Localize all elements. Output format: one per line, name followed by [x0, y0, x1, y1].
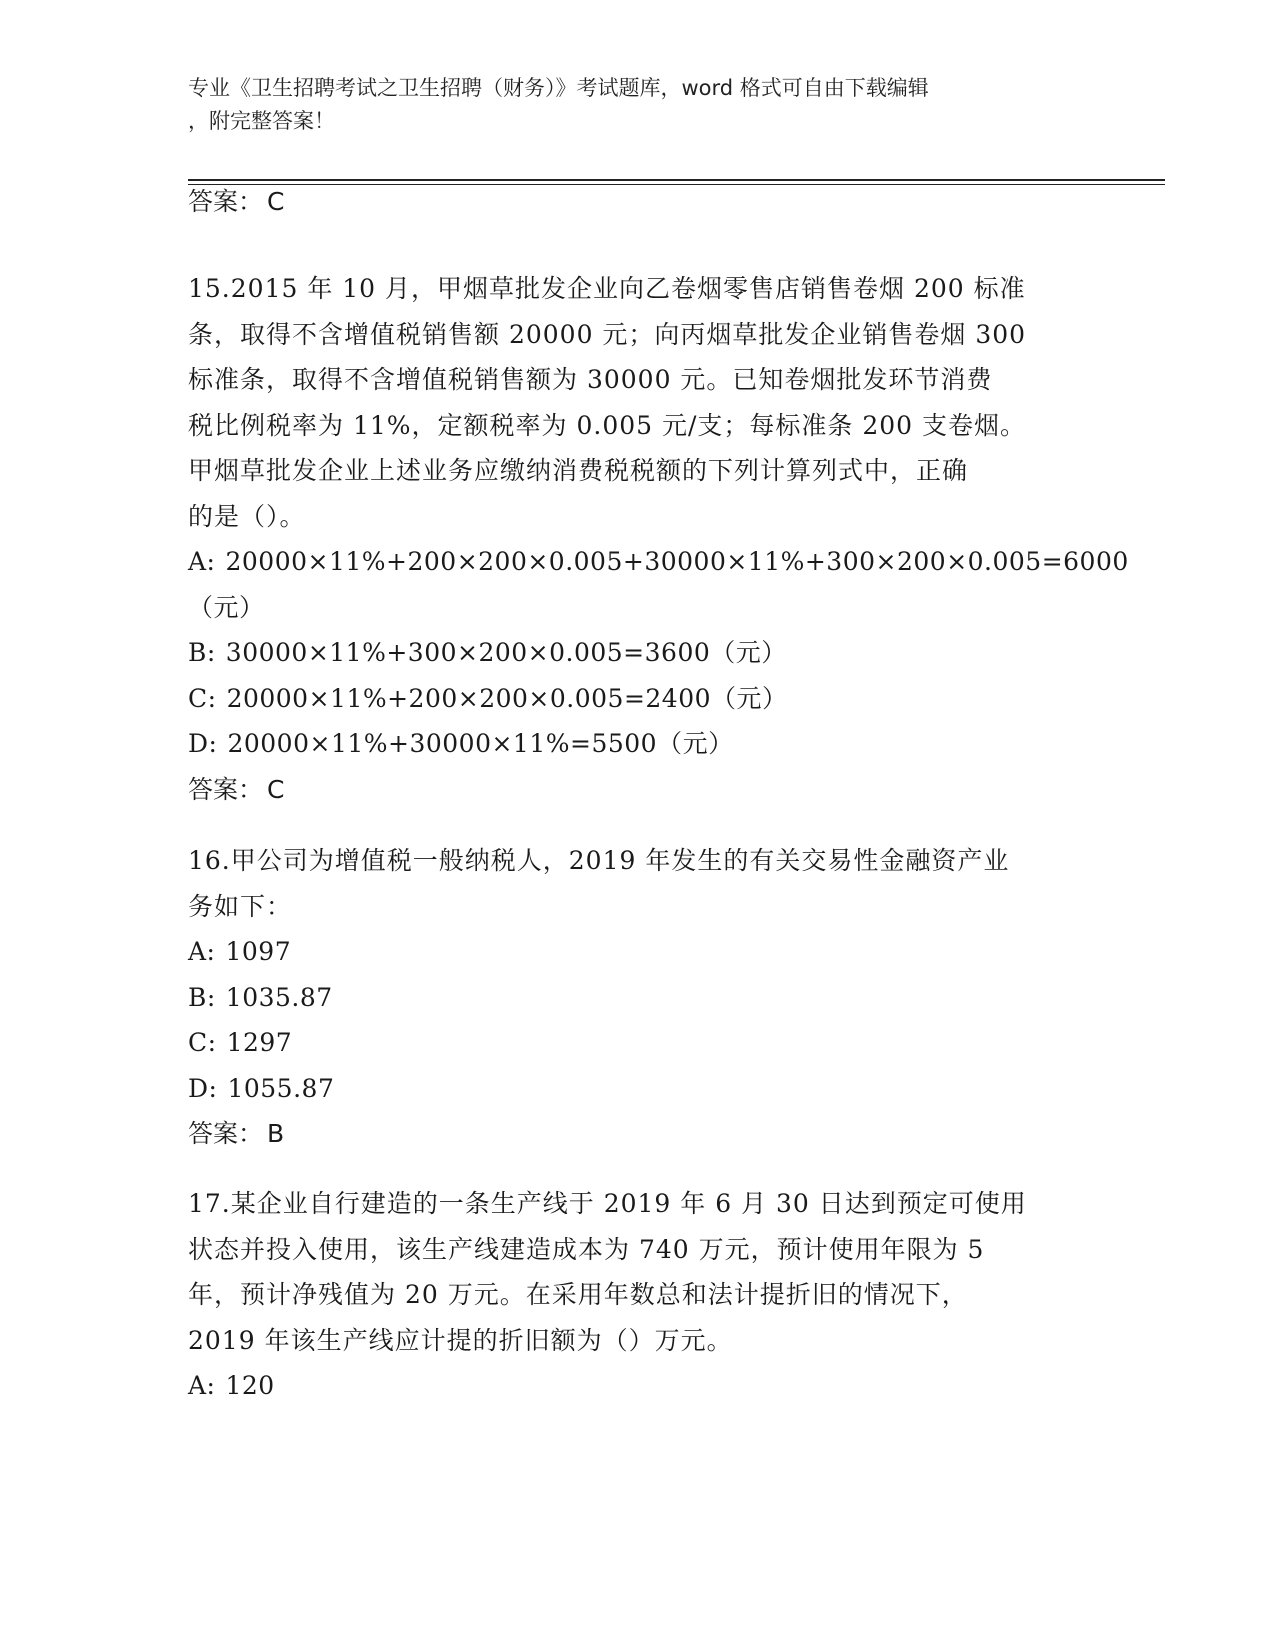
question-line: 标准条，取得不含增值税销售额为 30000 元。已知卷烟批发环节消费 [188, 365, 993, 394]
question-text [188, 1181, 1088, 1363]
header-divider-thick [188, 179, 1165, 181]
answer-line [188, 773, 1088, 807]
option-text: 120 [225, 1371, 275, 1400]
option-text: 1035.87 [225, 982, 333, 1012]
header-line-2: ，附完整答案！ [188, 109, 335, 133]
option-key: A: [188, 1371, 216, 1400]
question-line: 状态并投入使用，该生产线建造成本为 740 万元，预计使用年限为 5 [188, 1234, 985, 1264]
option-key: B: [188, 982, 216, 1012]
question-line: 甲烟草批发企业上述业务应缴纳消费税税额的下列计算列式中，正确 [188, 456, 969, 485]
question-line: 税比例税率为 11%，定额税率为 0.005 元/支；每标准条 200 支卷烟。 [188, 410, 1027, 440]
option-c [188, 676, 1088, 722]
option-key: A: [188, 937, 216, 966]
option-text: 1055.87 [227, 1073, 335, 1103]
question-line: 条，取得不含增值税销售额 20000 元；向丙烟草批发企业销售卷烟 300 [188, 319, 1027, 349]
answer-line [188, 1117, 1088, 1151]
answer-label: 答案： [188, 774, 264, 804]
option-key: D: [188, 1073, 218, 1103]
option-text: 20000×11%+30000×11%=5500（元） [227, 729, 734, 758]
option-text: 1297 [226, 1028, 293, 1057]
option-key: C: [188, 683, 217, 713]
option-key: B: [188, 638, 216, 667]
option-a [188, 929, 1088, 975]
question-line: 15.2015 年 10 月，甲烟草批发企业向乙卷烟零售店销售卷烟 200 标准 [188, 274, 1026, 303]
answer-value: B [267, 1119, 285, 1148]
option-text-continued: （元） [188, 592, 265, 622]
header-line-1: 专业《卫生招聘考试之卫生招聘（财务）》考试题库，word 格式可自由下载编辑 [188, 76, 929, 100]
question-line: 的是（）。 [188, 501, 306, 531]
question-text [188, 266, 1088, 539]
question-line: 务如下： [188, 891, 293, 921]
option-c [188, 1020, 1088, 1066]
question-17 [188, 1181, 1088, 1409]
answer-value: C [267, 187, 285, 216]
question-15 [188, 266, 1129, 807]
question-line: 2019 年该生产线应计提的折旧额为（）万元。 [188, 1325, 733, 1355]
option-key: A: [188, 547, 216, 576]
answer-line [188, 185, 1088, 219]
question-line: 年，预计净残值为 20 万元。在采用年数总和法计提折旧的情况下， [188, 1280, 968, 1309]
option-text: 20000×11%+200×200×0.005=2400（元） [226, 683, 788, 713]
question-line: 16.甲公司为增值税一般纳税人，2019 年发生的有关交易性金融资产业 [188, 846, 1010, 875]
question-text [188, 838, 1088, 929]
option-text: 20000×11%+200×200×0.005+30000×11%+300×200×0.005=6000 [225, 547, 1129, 576]
option-a [188, 539, 1129, 630]
answer-label: 答案： [188, 187, 264, 216]
option-b [188, 630, 1088, 676]
answer-value: C [267, 774, 285, 804]
question-16 [188, 838, 1088, 1151]
option-d [188, 1066, 1088, 1112]
question-line: 17.某企业自行建造的一条生产线于 2019 年 6 月 30 日达到预定可使用 [188, 1189, 1027, 1218]
page-header [188, 72, 1068, 138]
option-a [188, 1363, 1088, 1409]
option-key: C: [188, 1028, 217, 1057]
option-b [188, 975, 1088, 1021]
option-text: 30000×11%+300×200×0.005=3600（元） [225, 638, 787, 667]
option-text: 1097 [225, 937, 292, 966]
option-d [188, 721, 1088, 767]
answer-label: 答案： [188, 1119, 264, 1148]
option-key: D: [188, 729, 218, 758]
